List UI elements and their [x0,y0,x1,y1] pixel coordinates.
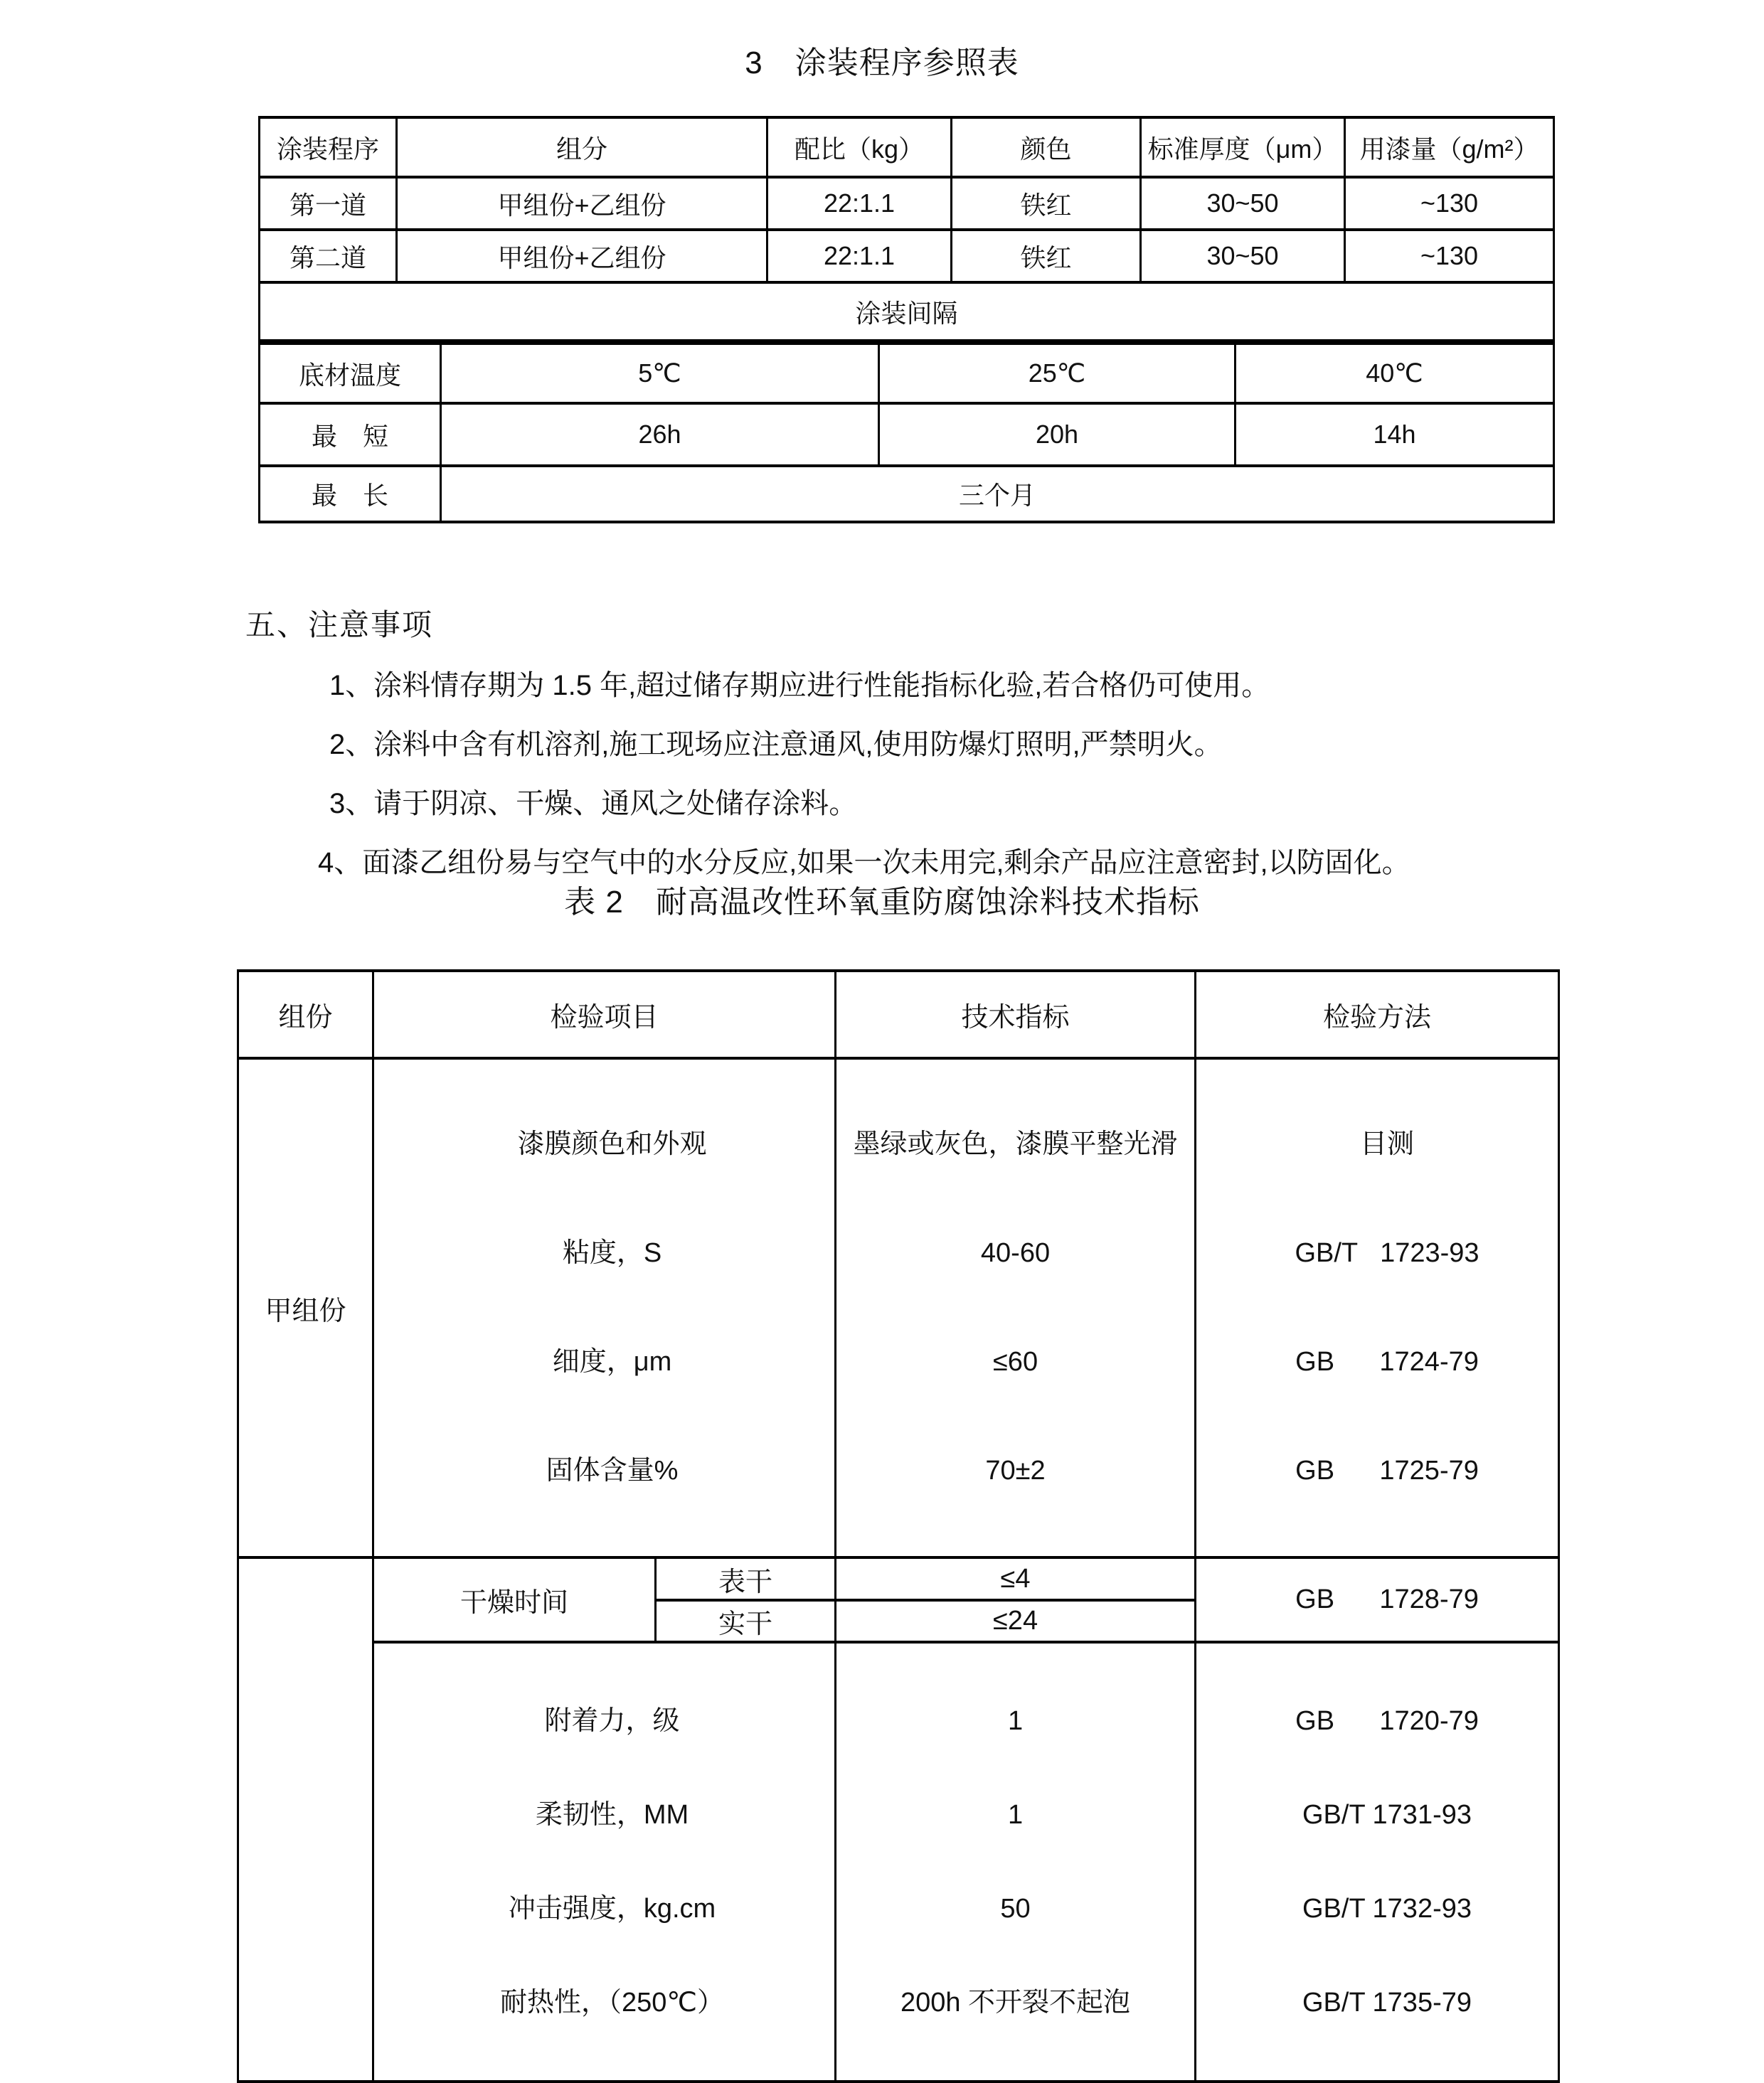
inspection-items-cell [373,1642,836,2082]
table1-cell: 40℃ [1236,343,1554,403]
table1-cell: 20h [879,403,1236,466]
inspection-method: GB/T 1732-93 [1302,1894,1472,1924]
substrate-temperature-row [260,343,1554,403]
coating-procedure-table-upper [258,116,1555,342]
table1-cell: 22:1.1 [767,230,952,282]
inspection-methods-cell [1196,1642,1559,2082]
table1-cell: 铁红 [952,177,1141,230]
max-interval-row [260,466,1554,522]
note-item-3: 3、请于阴凉、干燥、通风之处储存涂料。 [329,788,858,819]
table1-cell: 第一道 [260,177,397,230]
note-item-2: 2、涂料中含有机溶剂,施工现场应注意通风,使用防爆灯照明,严禁明火。 [329,729,1223,760]
inspection-method: GB/T 1731-93 [1302,1800,1472,1830]
note-item-4: 4、面漆乙组份易与空气中的水分反应,如果一次未用完,剩余产品应注意密封,以防固化。 [318,847,1410,878]
table1-cell: 14h [1236,403,1554,466]
table1-header-cell: 配比（kg） [767,117,952,177]
inspection-method: GB/T 1723-93 [1295,1238,1479,1268]
technical-spec: 40-60 [980,1238,1051,1268]
inspection-item: 附着力，级 [544,1706,680,1736]
technical-index-table [237,969,1560,2083]
table1-cell: 26h [441,403,879,466]
inspection-item: 漆膜颜色和外观 [517,1129,707,1159]
technical-spec: 1 [1007,1706,1024,1736]
table1-cell: ~130 [1345,177,1554,230]
hard-dry-value-cell: ≤24 [836,1600,1196,1642]
technical-spec: 70±2 [985,1456,1046,1486]
min-interval-row [260,403,1554,466]
technical-spec: 1 [1007,1800,1024,1830]
inspection-item: 冲击强度，kg.cm [508,1894,716,1924]
table1-cell: 30~50 [1141,177,1345,230]
technical-spec: ≤60 [992,1347,1038,1377]
technical-spec: 墨绿或灰色，漆膜平整光滑 [853,1129,1178,1159]
inspection-method: GB/T 1735-79 [1302,1988,1472,2018]
table1-cell: 第二道 [260,230,397,282]
notes-section [245,602,1597,880]
drying-method-cell: GB 1728-79 [1196,1557,1559,1642]
inspection-item: 细度，μm [552,1347,672,1377]
table1-cell: 三个月 [441,466,1554,522]
inspection-method: GB 1724-79 [1295,1347,1479,1377]
table1-header-row [260,117,1554,177]
table1-row-coat1 [260,177,1554,230]
inspection-method: 目测 [1360,1129,1415,1159]
inspection-item: 耐热性，（250℃） [499,1988,725,2018]
technical-spec: 200h 不开裂不起泡 [900,1988,1131,2018]
table2-header-cell: 检验方法 [1196,971,1559,1058]
table1-cell: 22:1.1 [767,177,952,230]
component-b-empty-cell [238,1557,373,2082]
mechanical-properties-row [238,1642,1559,2082]
table2-title: 表 2 耐高温改性环氧重防腐蚀涂料技术指标 [564,885,1200,920]
table2-header-cell: 技术指标 [836,971,1196,1058]
table1-cell: 25℃ [879,343,1236,403]
table1-interval-row [260,282,1554,341]
inspection-item: 粘度，S [562,1238,662,1268]
notes-heading: 五、注意事项 [245,608,434,641]
technical-specs-cell [836,1058,1196,1557]
table1-cell: 铁红 [952,230,1141,282]
note-item-1: 1、涂料情存期为 1.5 年,超过储存期应进行性能指标化验,若合格仍可使用。 [329,670,1270,701]
table1-header-cell: 涂装程序 [260,117,397,177]
drying-time-surface-row [238,1557,1559,1600]
surface-dry-value-cell: ≤4 [836,1557,1196,1600]
table1-cell: 甲组份+乙组份 [397,230,767,282]
table1-row-coat2 [260,230,1554,282]
table1-cell: 5℃ [441,343,879,403]
table1-header-cell: 颜色 [952,117,1141,177]
hard-dry-label-cell: 实干 [656,1600,836,1642]
component-a-block-row [238,1058,1559,1557]
technical-specs-cell [836,1642,1196,2082]
table1-cell: 最 短 [260,403,441,466]
inspection-item: 柔韧性，MM [535,1800,689,1830]
table1-header-cell: 标准厚度（μm） [1141,117,1345,177]
table2-header-row [238,971,1559,1058]
inspection-item: 固体含量% [546,1456,679,1486]
table1-cell: 30~50 [1141,230,1345,282]
inspection-methods-cell [1196,1058,1559,1557]
table1-cell: ~130 [1345,230,1554,282]
table2-header-cell: 检验项目 [373,971,836,1058]
component-a-cell: 甲组份 [238,1058,373,1557]
table1-header-cell: 组分 [397,117,767,177]
inspection-items-cell [373,1058,836,1557]
surface-dry-label-cell: 表干 [656,1557,836,1600]
inspection-method: GB 1725-79 [1295,1456,1479,1486]
drying-time-label-cell: 干燥时间 [373,1557,656,1642]
table2-header-cell: 组份 [238,971,373,1058]
interval-band-cell: 涂装间隔 [260,282,1554,341]
table1-header-cell: 用漆量（g/m²） [1345,117,1554,177]
technical-spec: 50 [1000,1894,1031,1924]
inspection-method: GB 1720-79 [1295,1706,1479,1736]
coating-procedure-table-lower [258,342,1555,523]
table1-cell: 最 长 [260,466,441,522]
table1-cell: 甲组份+乙组份 [397,177,767,230]
table1-cell: 底材温度 [260,343,441,403]
table1-title: 3 涂装程序参照表 [745,46,1019,80]
